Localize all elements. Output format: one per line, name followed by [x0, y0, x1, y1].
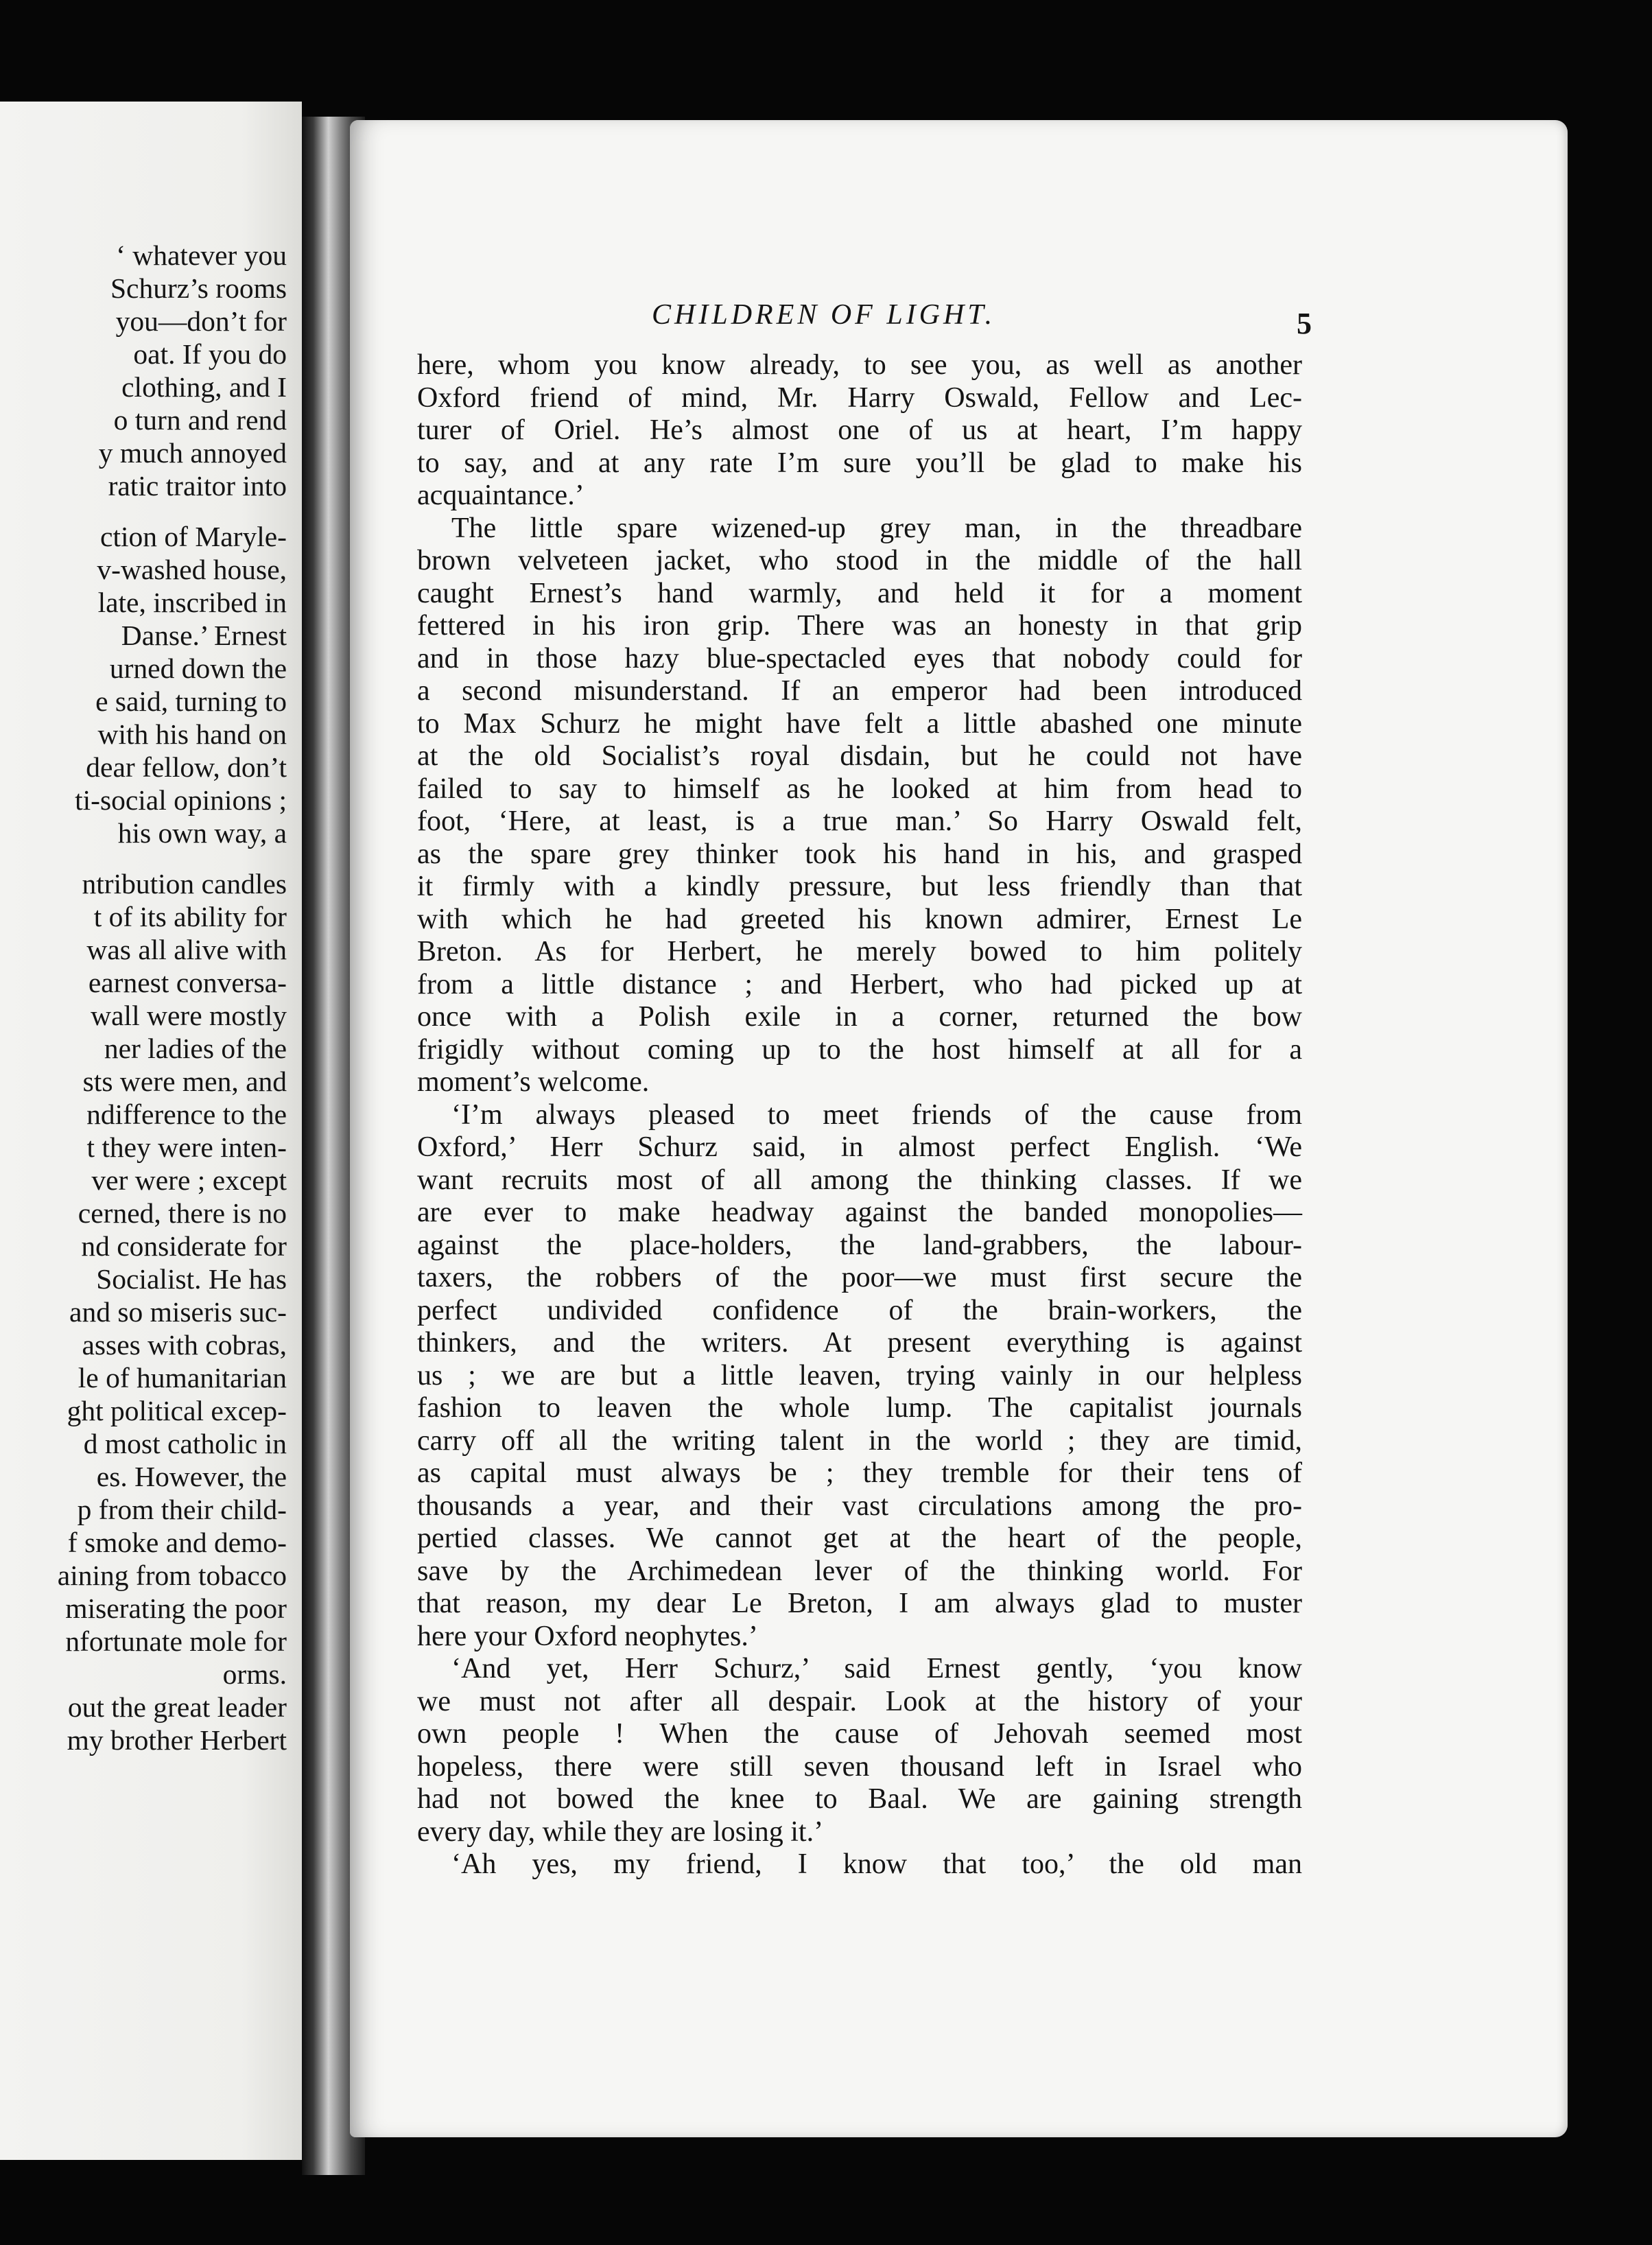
text-line: against the place-holders, the land-grabbers, the labour-: [417, 1229, 1302, 1261]
left-page-line: orms.: [222, 1658, 287, 1690]
text-line: thinkers, and the writers. At present everything is against: [417, 1327, 1302, 1359]
left-page-line: t of its ability for: [93, 901, 287, 932]
text-line: perfect undivided confidence of the brain-workers, the: [417, 1294, 1302, 1326]
text-line: that reason, my dear Le Breton, I am always glad to muster: [417, 1588, 1302, 1619]
left-page-line: v-washed house,: [97, 554, 287, 585]
left-page-line: urned down the: [109, 653, 287, 684]
text-line: taxers, the robbers of the poor—we must first secure the: [417, 1262, 1302, 1293]
text-line: hopeless, there were still seven thousand left in Israel who: [417, 1750, 1302, 1783]
left-page-line: ratic traitor into: [108, 470, 287, 502]
text-line: foot, ‘Here, at least, is a true man.’ So Harry Oswald felt,: [417, 806, 1302, 837]
left-page-line: sts were men, and: [82, 1066, 287, 1097]
left-page-line: Danse.’ Ernest: [121, 620, 287, 651]
text-line: with which he had greeted his known admirer, Ernest Le: [417, 903, 1302, 935]
left-page-line: ntribution candles: [82, 868, 287, 900]
text-line: ‘I’m always pleased to meet friends of the cause from: [451, 1098, 1302, 1131]
text-line: frigidly without coming up to the host himself at all for a: [417, 1033, 1302, 1066]
left-page: [0, 102, 302, 2160]
text-line: here, whom you know already, to see you, as well as another: [417, 349, 1302, 381]
left-page-line: nfortunate mole for: [65, 1625, 287, 1657]
left-page-line: f smoke and demo-: [67, 1527, 287, 1558]
left-page-line: le of humanitarian: [78, 1362, 287, 1394]
text-line: caught Ernest’s hand warmly, and held it for a moment: [417, 577, 1302, 609]
text-line: ‘And yet, Herr Schurz,’ said Ernest gently, ‘you know: [451, 1653, 1302, 1684]
left-page-line: ght political excep-: [67, 1395, 287, 1426]
text-line: as the spare grey thinker took his hand in his, and grasped: [417, 838, 1302, 870]
left-page-line: you—don’t for: [115, 305, 287, 337]
left-page-line: his own way, a: [117, 817, 287, 849]
left-page-line: Schurz’s rooms: [110, 272, 287, 304]
text-line: own people ! When the cause of Jehovah seemed most: [417, 1718, 1302, 1750]
left-page-line: es. However, the: [96, 1461, 287, 1492]
text-line: carry off all the writing talent in the world ; they are timid,: [417, 1424, 1302, 1457]
text-line: once with a Polish exile in a corner, returned the bow: [417, 1001, 1302, 1033]
text-line: turer of Oriel. He’s almost one of us at heart, I’m happy: [417, 414, 1302, 446]
text-line: from a little distance ; and Herbert, who had picked up at: [417, 968, 1302, 1000]
text-line: as capital must always be ; they tremble for their tens of: [417, 1457, 1302, 1489]
text-line: are ever to make headway against the banded monopolies—: [417, 1197, 1302, 1228]
text-line: had not bowed the knee to Baal. We are gaining strength: [417, 1783, 1302, 1815]
text-line: fashion to leaven the whole lump. The capitalist journals: [417, 1392, 1302, 1424]
left-page-line: o turn and rend: [113, 404, 287, 436]
left-page-line: nd considerate for: [81, 1230, 287, 1262]
left-page-line: wall were mostly: [91, 1000, 287, 1031]
text-line: The little spare wizened-up grey man, in the threadbare: [451, 512, 1302, 544]
left-page-line: e said, turning to: [95, 685, 287, 717]
left-page-line: ction of Maryle-: [100, 521, 287, 552]
left-page-line: t they were inten-: [86, 1131, 287, 1163]
text-line: a second misunderstand. If an emperor had been introduced: [417, 675, 1302, 707]
page-number: 5: [1297, 307, 1312, 340]
left-page-line: earnest conversa-: [88, 967, 287, 998]
left-page-line: ti-social opinions ;: [75, 784, 287, 816]
left-page-line: ‘ whatever you: [116, 239, 287, 271]
left-page-line: dear fellow, don’t: [86, 751, 287, 783]
text-line: Breton. As for Herbert, he merely bowed to him politely: [417, 936, 1302, 967]
left-page-line: oat. If you do: [133, 338, 287, 370]
left-page-line: miserating the poor: [65, 1592, 287, 1624]
text-line: here your Oxford neophytes.’: [417, 1620, 758, 1652]
text-line: Oxford friend of mind, Mr. Harry Oswald, Fellow and Lec-: [417, 381, 1302, 414]
text-line: to say, and at any rate I’m sure you’ll be glad to make his: [417, 447, 1302, 479]
left-page-line: out the great leader: [67, 1691, 287, 1723]
left-page-line: my brother Herbert: [67, 1724, 287, 1756]
text-line: thousands a year, and their vast circulations among the pro-: [417, 1490, 1302, 1522]
left-page-line: y much annoyed: [98, 437, 287, 469]
text-line: we must not after all despair. Look at the history of your: [417, 1685, 1302, 1717]
text-line: us ; we are but a little leaven, trying vainly in our helpless: [417, 1359, 1302, 1391]
text-line: Oxford,’ Herr Schurz said, in almost perfect English. ‘We: [417, 1131, 1302, 1163]
left-page-line: ner ladies of the: [104, 1033, 287, 1064]
text-line: ‘Ah yes, my friend, I know that too,’ the old man: [451, 1848, 1302, 1880]
text-line: failed to say to himself as he looked at him from head to: [417, 773, 1302, 805]
text-line: fettered in his iron grip. There was an honesty in that grip: [417, 610, 1302, 642]
text-line: want recruits most of all among the thinking classes. If we: [417, 1164, 1302, 1196]
left-page-line: with his hand on: [97, 718, 287, 750]
left-page-line: p from their child-: [77, 1494, 287, 1525]
left-page-line: late, inscribed in: [97, 587, 287, 618]
left-page-line: ndifference to the: [86, 1098, 287, 1130]
left-page-line: was all alive with: [86, 934, 287, 965]
text-line: to Max Schurz he might have felt a little abashed one minute: [417, 707, 1302, 740]
text-line: acquaintance.’: [417, 480, 585, 511]
left-page-line: asses with cobras,: [82, 1329, 287, 1361]
text-line: pertied classes. We cannot get at the heart of the people,: [417, 1523, 1302, 1554]
text-line: brown velveteen jacket, who stood in the middle of the hall: [417, 545, 1302, 576]
left-page-line: cerned, there is no: [78, 1197, 287, 1229]
running-header: CHILDREN OF LIGHT.: [652, 299, 996, 331]
text-line: and in those hazy blue-spectacled eyes that nobody could for: [417, 642, 1302, 674]
text-line: moment’s welcome.: [417, 1066, 650, 1098]
text-line: at the old Socialist’s royal disdain, but he could not have: [417, 740, 1302, 772]
text-line: every day, while they are losing it.’: [417, 1815, 824, 1848]
left-page-line: aining from tobacco: [57, 1560, 287, 1591]
left-page-line: clothing, and I: [121, 371, 287, 403]
left-page-line: and so miseris suc-: [69, 1296, 287, 1328]
left-page-line: Socialist. He has: [96, 1263, 287, 1295]
text-line: it firmly with a kindly pressure, but less friendly than that: [417, 871, 1302, 902]
text-line: save by the Archimedean lever of the thinking world. For: [417, 1555, 1302, 1587]
left-page-line: ver were ; except: [91, 1164, 287, 1196]
left-page-line: d most catholic in: [83, 1428, 287, 1459]
